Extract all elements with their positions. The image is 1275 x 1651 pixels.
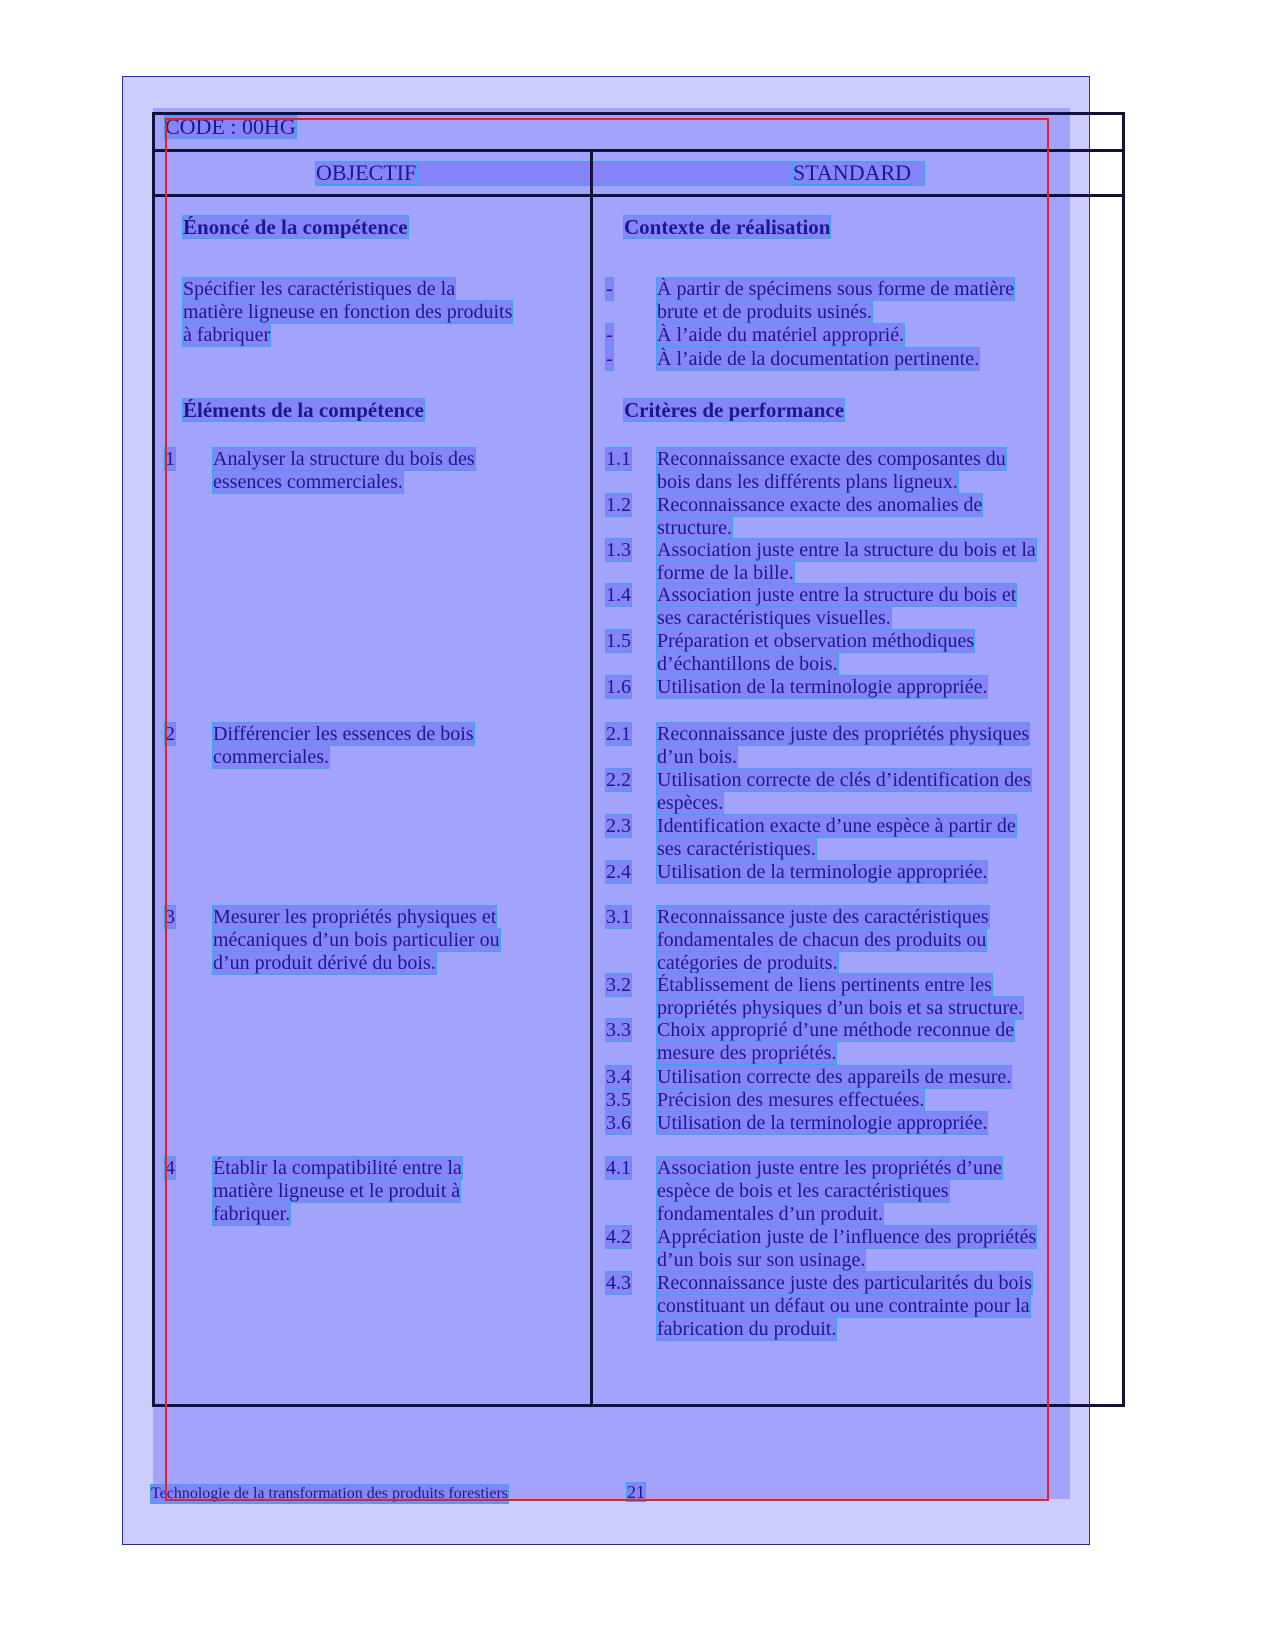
- critere-line: Association juste entre la structure du bois et: [657, 584, 1017, 606]
- critere-number: 1.3: [606, 539, 631, 561]
- element-number: 4: [165, 1157, 175, 1179]
- critere-line: d’un bois.: [657, 746, 737, 768]
- critere-line: ses caractéristiques.: [657, 838, 816, 860]
- critere-line: Reconnaissance exacte des composantes du: [657, 448, 1006, 470]
- critere-number: 4.3: [606, 1272, 631, 1294]
- critere-line: forme de la bille.: [657, 562, 794, 584]
- critere-line: Choix approprié d’une méthode reconnue de: [657, 1019, 1015, 1041]
- enonce-title: Énoncé de la compétence: [183, 215, 408, 239]
- critere-number: 2.1: [606, 723, 631, 745]
- critere-number: 1.6: [606, 676, 631, 698]
- element-line: essences commerciales.: [213, 471, 403, 493]
- critere-number: 2.4: [606, 861, 631, 883]
- critere-line: ses caractéristiques visuelles.: [657, 607, 891, 629]
- contexte-title: Contexte de réalisation: [624, 215, 831, 239]
- critere-line: espèces.: [657, 792, 724, 814]
- element-line: Établir la compatibilité entre la: [213, 1157, 462, 1179]
- critere-line: fondamentales d’un produit.: [657, 1203, 884, 1225]
- critere-line: Reconnaissance juste des caractéristiques: [657, 906, 989, 928]
- critere-number: 3.2: [606, 974, 631, 996]
- critere-line: fabrication du produit.: [657, 1318, 837, 1340]
- critere-line: d’échantillons de bois.: [657, 653, 838, 675]
- enonce-line: Spécifier les caractéristiques de la: [183, 278, 456, 300]
- critere-line: d’un bois sur son usinage.: [657, 1249, 866, 1271]
- element-number: 3: [165, 906, 175, 928]
- critere-line: Utilisation de la terminologie appropriée.: [657, 861, 988, 883]
- critere-line: fondamentales de chacun des produits ou: [657, 929, 987, 951]
- criteres-title: Critères de performance: [624, 398, 845, 422]
- contexte-line: À l’aide du matériel approprié.: [657, 324, 905, 346]
- critere-number: 3.1: [606, 906, 631, 928]
- critere-number: 4.1: [606, 1157, 631, 1179]
- critere-line: Reconnaissance juste des particularités du bois: [657, 1272, 1032, 1294]
- element-line: Analyser la structure du bois des: [213, 448, 475, 470]
- enonce-line: matière ligneuse en fonction des produits: [183, 301, 513, 323]
- critere-line: Utilisation de la terminologie appropriée.: [657, 1112, 988, 1134]
- header-top-rule: [152, 149, 1125, 152]
- contexte-line: brute et de produits usinés.: [657, 301, 872, 323]
- element-number: 2: [165, 723, 175, 745]
- contexte-bullet: -: [606, 324, 613, 346]
- elements-title: Éléments de la compétence: [183, 398, 424, 422]
- critere-number: 2.3: [606, 815, 631, 837]
- page-number: 21: [627, 1482, 645, 1502]
- critere-number: 1.2: [606, 494, 631, 516]
- element-line: d’un produit dérivé du bois.: [213, 952, 436, 974]
- element-line: mécaniques d’un bois particulier ou: [213, 929, 500, 951]
- critere-line: Association juste entre la structure du bois et la: [657, 539, 1036, 561]
- critere-number: 3.3: [606, 1019, 631, 1041]
- critere-line: Utilisation de la terminologie appropriée.: [657, 676, 988, 698]
- element-line: Mesurer les propriétés physiques et: [213, 906, 497, 928]
- element-line: commerciales.: [213, 746, 330, 768]
- enonce-line: à fabriquer: [183, 324, 271, 346]
- critere-line: Préparation et observation méthodiques: [657, 630, 975, 652]
- contexte-bullet: -: [606, 278, 613, 300]
- critere-line: Reconnaissance juste des propriétés physiques: [657, 723, 1030, 745]
- critere-number: 1.5: [606, 630, 631, 652]
- footer-title: Technologie de la transformation des produits forestiers: [151, 1485, 508, 1502]
- critere-line: Établissement de liens pertinents entre les: [657, 974, 992, 996]
- contexte-bullet: -: [606, 348, 613, 370]
- critere-line: Appréciation juste de l’influence des propriétés: [657, 1226, 1037, 1248]
- element-line: Différencier les essences de bois: [213, 723, 474, 745]
- header-standard: STANDARD: [793, 160, 912, 185]
- element-number: 1: [165, 448, 175, 470]
- critere-line: propriétés physiques d’un bois et sa structure.: [657, 997, 1024, 1019]
- critere-line: Utilisation correcte des appareils de mesure.: [657, 1066, 1012, 1088]
- critere-number: 1.1: [606, 448, 631, 470]
- contexte-line: À partir de spécimens sous forme de matière: [657, 278, 1015, 300]
- critere-line: Association juste entre les propriétés d’une: [657, 1157, 1002, 1179]
- critere-number: 3.6: [606, 1112, 631, 1134]
- critere-number: 2.2: [606, 769, 631, 791]
- element-line: fabriquer.: [213, 1203, 291, 1225]
- critere-line: bois dans les différents plans ligneux.: [657, 471, 958, 493]
- critere-line: constituant un défaut ou une contrainte pour la: [657, 1295, 1030, 1317]
- critere-line: mesure des propriétés.: [657, 1042, 837, 1064]
- critere-line: Précision des mesures effectuées.: [657, 1089, 925, 1111]
- header-objectif: OBJECTIF: [316, 160, 417, 185]
- critere-line: Utilisation correcte de clés d’identification des: [657, 769, 1031, 791]
- critere-number: 4.2: [606, 1226, 631, 1248]
- column-divider: [590, 149, 593, 1404]
- critere-line: espèce de bois et les caractéristiques: [657, 1180, 949, 1202]
- critere-line: structure.: [657, 517, 732, 539]
- header-bottom-rule: [152, 194, 1125, 197]
- critere-line: Reconnaissance exacte des anomalies de: [657, 494, 983, 516]
- critere-number: 3.4: [606, 1066, 631, 1088]
- code-label: CODE : 00HG: [165, 114, 296, 139]
- critere-line: catégories de produits.: [657, 952, 838, 974]
- critere-line: Identification exacte d’une espèce à partir de: [657, 815, 1016, 837]
- contexte-line: À l’aide de la documentation pertinente.: [657, 348, 980, 370]
- critere-number: 3.5: [606, 1089, 631, 1111]
- critere-number: 1.4: [606, 584, 631, 606]
- element-line: matière ligneuse et le produit à: [213, 1180, 461, 1202]
